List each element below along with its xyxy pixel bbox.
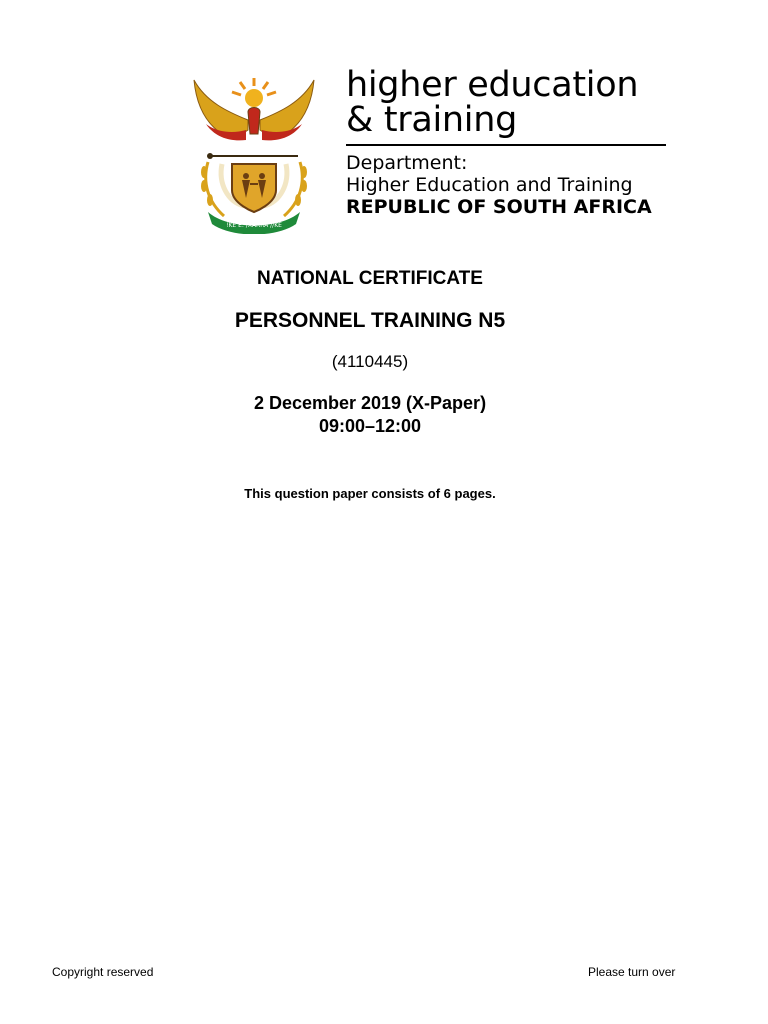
footer-copyright: Copyright reserved [52, 965, 154, 979]
brand-title-line2: & training [346, 100, 518, 140]
sun-icon [232, 78, 276, 107]
subject-code: (4110445) [331, 352, 409, 371]
exam-time: 09:00–12:00 [318, 416, 422, 436]
department-label: Department: [346, 152, 468, 174]
footer-turn-over: Please turn over [588, 965, 676, 979]
brand-divider [346, 144, 666, 146]
subject-title: PERSONNEL TRAINING N5 [234, 309, 506, 332]
country-name: REPUBLIC OF SOUTH AFRICA [346, 196, 652, 218]
exam-schedule [0, 392, 754, 438]
exam-date: 2 December 2019 (X-Paper) [253, 393, 487, 413]
brand-title-line1: higher education [346, 65, 639, 105]
department-branding [346, 65, 676, 218]
crest-motto: !KE E: /XARRA //KE [226, 222, 282, 229]
coat-of-arms-logo [188, 72, 320, 234]
certificate-title: NATIONAL CERTIFICATE [257, 268, 483, 289]
page-count-note: This question paper consists of 6 pages. [244, 486, 496, 501]
department-name: Higher Education and Training [346, 174, 633, 196]
